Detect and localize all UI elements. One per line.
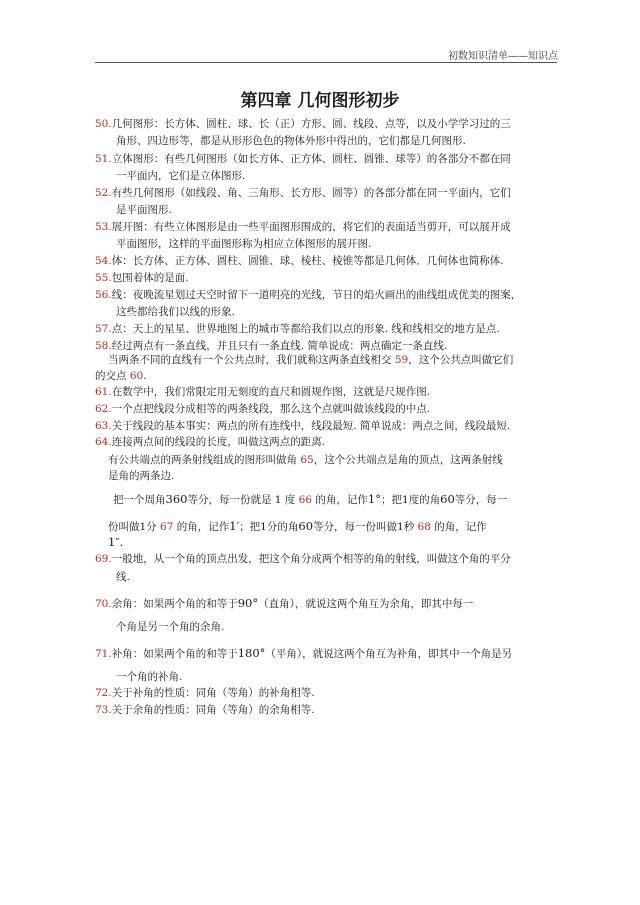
item-number: 56. [95, 289, 112, 301]
para-66-line-1 [113, 492, 578, 507]
item-text: 关于线段的基本事实：两点的所有连线中，线段最短. 简单说成：两点之间，线段最短. [111, 420, 511, 432]
item-text: 立体图形：有些几何图形（如长方体、正方体、圆柱、圆锥、球等）的各部分不都在同 [111, 153, 511, 165]
item-text: 连接两点间的线段的长度，叫做这两点的距离. [111, 436, 326, 448]
item-53-line-2: 平面图形，这样的平面图形称为相应立体图形的展开图. [116, 238, 372, 250]
item-number: 58. [95, 340, 112, 352]
blank-65: 65 [300, 454, 314, 466]
para-text: 的角，记作 [312, 494, 368, 506]
para-text: 把一个周角 [113, 494, 166, 506]
para-59-line-1 [108, 353, 573, 367]
item-63-line-1 [95, 419, 560, 433]
math-minute: 1′ [229, 519, 240, 533]
item-text: 几何图形：长方体、圆柱、球、长（正）方形、圆、线段、点等，以及小学学习过的三 [111, 118, 511, 130]
item-50-line-1 [95, 117, 560, 131]
item-text: 包围着体的是面. [111, 272, 189, 284]
item-71-line-1 [95, 646, 560, 661]
item-62-line-1 [95, 402, 560, 416]
para-text: 等分，每一 [454, 494, 508, 506]
item-text: 体：长方体、正方体、圆柱、圆锥、球、棱柱、棱锥等都是几何体．几何体也简称体. [111, 255, 504, 267]
item-number: 53. [95, 221, 112, 233]
math-second: 1″. [108, 535, 124, 549]
para-text: ，这个公共点叫做它们 [408, 354, 514, 366]
item-text: 补角：如果两个角的和等于 [111, 648, 238, 660]
item-text: 余角：如果两个角的和等于 [111, 598, 238, 610]
item-54-line-1 [95, 254, 560, 268]
item-number: 62. [95, 403, 112, 415]
item-61-line-1 [95, 385, 560, 399]
item-69-line-2: 线. [116, 571, 130, 583]
item-text: 关于余角的性质：同角（等角）的余角相等. [111, 704, 315, 716]
para-text: 有公共端点的两条射线组成的图形叫做角 [108, 454, 301, 466]
item-50-line-2: 角形、四边形等，都是从形形色色的物体外形中得出的，它们都是几何图形. [116, 135, 466, 147]
item-number: 70. [95, 598, 112, 610]
para-text: 当两条不同的直线有一个公共点时，我们就称这两条直线相交 [108, 354, 395, 366]
para-text: 的角，记作 [173, 521, 230, 533]
item-text: 有些几何图形（如线段、角、三角形、长方形、圆等）的各部分都在同一平面内，它们 [111, 187, 511, 199]
item-text: 线：夜晚流星划过天空时留下一道明亮的光线，节日的焰火画出的曲线组成优美的图案， [111, 289, 522, 301]
blank-68: 68 [417, 521, 431, 533]
para-text: ，这个公共端点是角的顶点，这两条射线 [313, 454, 503, 466]
item-number: 55. [95, 272, 112, 284]
item-71-line-2: 一个角的补角. [116, 671, 183, 683]
item-number: 54. [95, 255, 112, 267]
math-degree: 1° [367, 492, 381, 506]
item-52-line-1 [95, 186, 560, 200]
item-number: 51. [95, 153, 112, 165]
item-number: 73. [95, 704, 112, 716]
item-number: 64. [95, 436, 112, 448]
item-text: 一个点把线段分成相等的两条线段，那么这个点就叫做该线段的中点. [111, 403, 431, 415]
item-56-line-1 [95, 288, 560, 302]
item-text: 关于补角的性质：同角（等角）的补角相等. [111, 687, 315, 699]
item-70-line-1 [95, 596, 560, 611]
item-text: 经过两点有一条直线，并且只有一条直线. 简单说成：两点确定一条直线. [111, 340, 448, 352]
para-65-line-2: 是角的两条边. [108, 470, 175, 482]
math-60: 60 [298, 519, 314, 533]
item-64-line-1 [95, 435, 560, 449]
blank-60: 60 [129, 370, 144, 382]
item-52-line-2: 是平面图形. [116, 204, 172, 216]
item-72-line-1 [95, 686, 560, 700]
item-69-line-1 [95, 552, 560, 566]
item-text: （平角），就说这两个角互为补角，即其中一个角是另 [265, 648, 513, 660]
math-60: 60 [440, 492, 455, 506]
item-51-line-2: 一平面内，它们是立体图形. [116, 170, 246, 182]
para-65-line-1 [108, 453, 573, 467]
item-number: 69. [95, 553, 112, 565]
para-text: 的角，记作 [430, 521, 487, 533]
para-text: 份叫做1分 [108, 521, 161, 533]
para-text: 等分，每一份叫做1秒 [313, 521, 418, 533]
item-56-line-2: 这些都给我们以线的形象. [116, 306, 235, 318]
item-number: 72. [95, 687, 112, 699]
para-59-line-2 [95, 369, 560, 383]
item-73-line-1 [95, 703, 560, 717]
item-53-line-1 [95, 220, 560, 234]
item-number: 52. [95, 187, 112, 199]
blank-66: 66 [298, 494, 313, 506]
para-text: . [143, 370, 147, 382]
header-rule [95, 62, 557, 63]
para-66-line-2 [108, 519, 573, 534]
item-number: 63. [95, 420, 112, 432]
blank-59: 59 [394, 354, 409, 366]
math-180: 180° [237, 646, 266, 660]
item-58-line-1 [95, 339, 560, 353]
running-header: 初数知识清单——知识点 [448, 51, 558, 62]
item-text: 在数学中，我们常限定用无刻度的直尺和圆规作图，这就是尺规作图. [111, 386, 431, 398]
item-number: 61. [95, 386, 112, 398]
chapter-title: 第四章 几何图形初步 [240, 91, 400, 111]
math-90: 90° [237, 596, 259, 610]
item-70-line-2: 个角是另一个角的余角. [116, 621, 225, 633]
item-55-line-1 [95, 271, 560, 285]
para-66-line-3 [108, 535, 573, 550]
para-text: ；把1分的角 [239, 521, 299, 533]
item-text: 展开图：有些立体图形是由一些平面图形围成的，将它们的表面适当剪开，可以展开成 [111, 221, 511, 233]
math-360: 360 [165, 492, 188, 506]
item-number: 57. [95, 323, 112, 335]
item-number: 50. [95, 118, 112, 130]
para-text: 等分，每一份就是 1 度 [187, 494, 299, 506]
item-text: 点：天上的星星、世界地图上的城市等都给我们以点的形象. 线和线相交的地方是点. [111, 323, 500, 335]
item-text: 一般地，从一个角的顶点出发，把这个角分成两个相等的角的射线，叫做这个角的平分 [111, 553, 511, 565]
para-text: ；把1度的角 [380, 494, 441, 506]
para-text: 的交点 [95, 370, 130, 382]
blank-67: 67 [160, 521, 174, 533]
item-51-line-1 [95, 152, 560, 166]
item-57-line-1 [95, 322, 560, 336]
item-text: （直角），就说这两个角互为余角，即其中每一 [258, 598, 474, 610]
item-number: 71. [95, 648, 112, 660]
